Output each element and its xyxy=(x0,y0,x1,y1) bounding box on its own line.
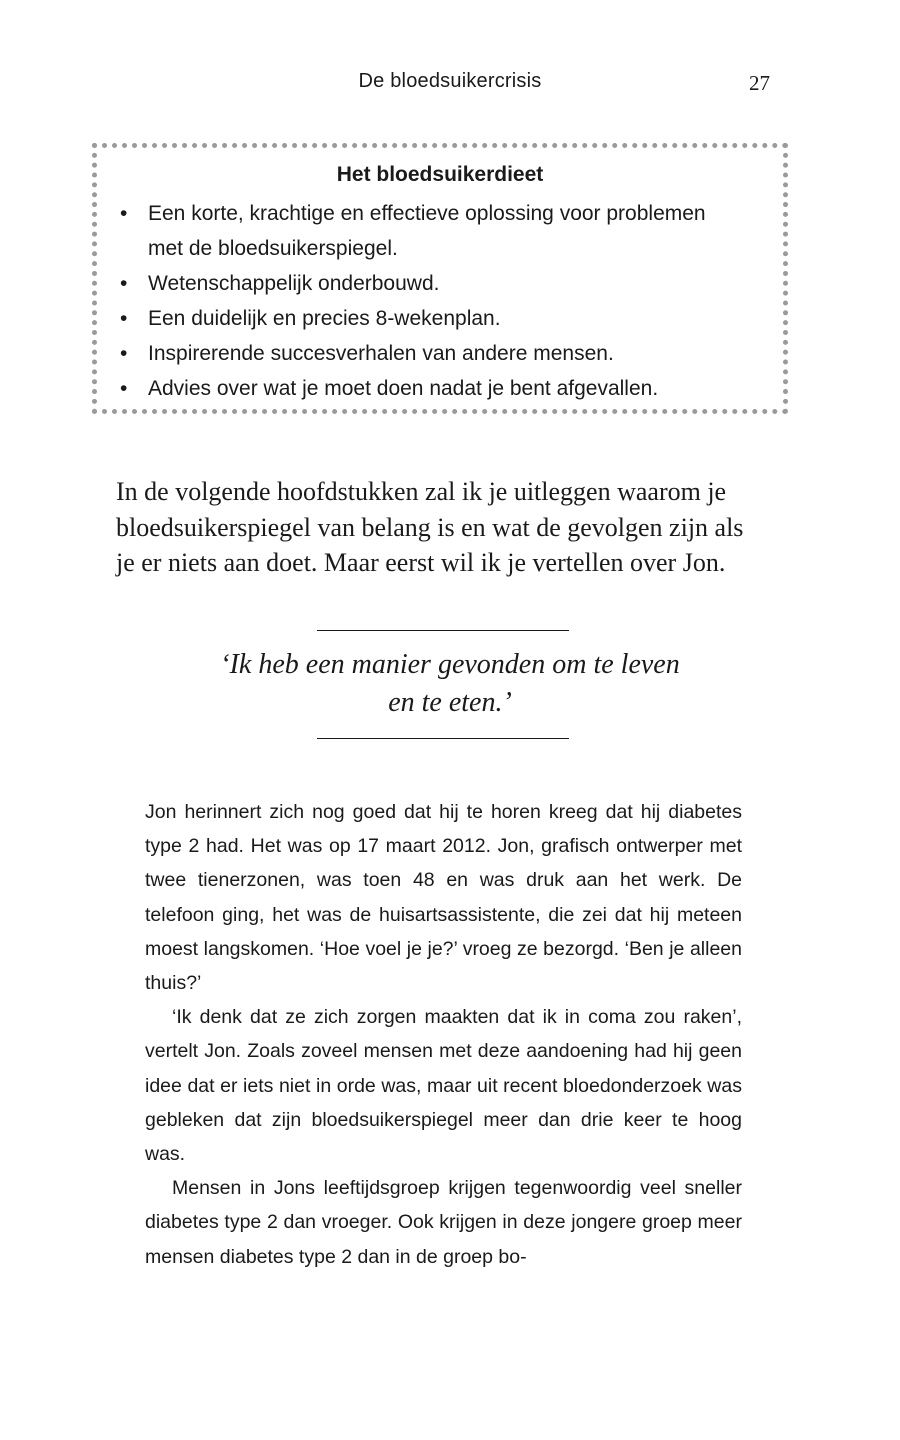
list-item xyxy=(112,336,772,371)
intro-line: In de volgende hoofdstukken zal ik je uitleggen waarom je xyxy=(116,477,727,506)
bullet-icon: • xyxy=(120,202,128,225)
body-paragraph: ‘Ik denk dat ze zich zorgen maakten dat ik in coma zou raken’, vertelt Jon. Zoals zoveel mensen met deze aandoening had hij geen idee dat er iets niet in orde was, maar uit recent bloedonderzoek was gebleken dat zijn bloedsuikerspiegel meer dan drie keer te hoog was. xyxy=(145,1006,742,1166)
info-box-title: Het bloedsuikerdieet xyxy=(336,163,544,186)
body-text xyxy=(145,795,742,1274)
intro-paragraph xyxy=(116,474,786,581)
list-item-text: Een korte, krachtige en effectieve oplossing voor problemen xyxy=(148,202,706,225)
list-item-continuation xyxy=(112,231,772,266)
list-item xyxy=(112,301,772,336)
list-item-text: Een duidelijk en precies 8-wekenplan. xyxy=(148,307,501,330)
running-header xyxy=(0,66,900,96)
page-number: 27 xyxy=(749,71,770,95)
body-paragraph: Jon herinnert zich nog goed dat hij te horen kreeg dat hij diabetes type 2 had. Het was op 17 maart 2012. Jon, grafisch ontwerper met twee tienerzonen, was toen 48 en was druk aan het werk. De telefoon ging, het was de huisartsassistente, die zei dat hij meteen moest langskomen. ‘Hoe voel je je?’ vroeg ze bezorgd. ‘Ben je alleen thuis?’ xyxy=(145,801,742,995)
bullet-icon: • xyxy=(120,272,128,295)
bullet-icon: • xyxy=(120,342,128,365)
bullet-icon: • xyxy=(120,307,128,330)
quote-rule-top xyxy=(317,630,569,631)
list-item-text: Advies over wat je moet doen nadat je bent afgevallen. xyxy=(148,377,659,400)
list-item-text: Wetenschappelijk onderbouwd. xyxy=(148,272,440,295)
list-item-text: Inspirerende succesverhalen van andere mensen. xyxy=(148,342,614,365)
pull-quote xyxy=(150,646,750,722)
pull-quote-line: ‘Ik heb een manier gevonden om te leven xyxy=(220,649,680,680)
intro-line: je er niets aan doet. Maar eerst wil ik je vertellen over Jon. xyxy=(116,548,726,577)
list-item-text: met de bloedsuikerspiegel. xyxy=(148,237,398,260)
body-paragraph: Mensen in Jons leeftijdsgroep krijgen tegenwoordig veel sneller diabetes type 2 dan vroeger. Ook krijgen in deze jongere groep meer mensen diabetes type 2 dan in de groep bo- xyxy=(145,1177,742,1268)
bullet-icon: • xyxy=(120,377,128,400)
info-box-list xyxy=(112,196,772,406)
quote-rule-bottom xyxy=(317,738,569,739)
running-title: De bloedsuikercrisis xyxy=(358,70,542,92)
pull-quote-line: en te eten.’ xyxy=(388,687,512,718)
list-item xyxy=(112,266,772,301)
intro-line: bloedsuikerspiegel van belang is en wat de gevolgen zijn als xyxy=(116,512,744,542)
list-item xyxy=(112,196,772,231)
info-box xyxy=(92,143,788,414)
list-item xyxy=(112,371,772,406)
